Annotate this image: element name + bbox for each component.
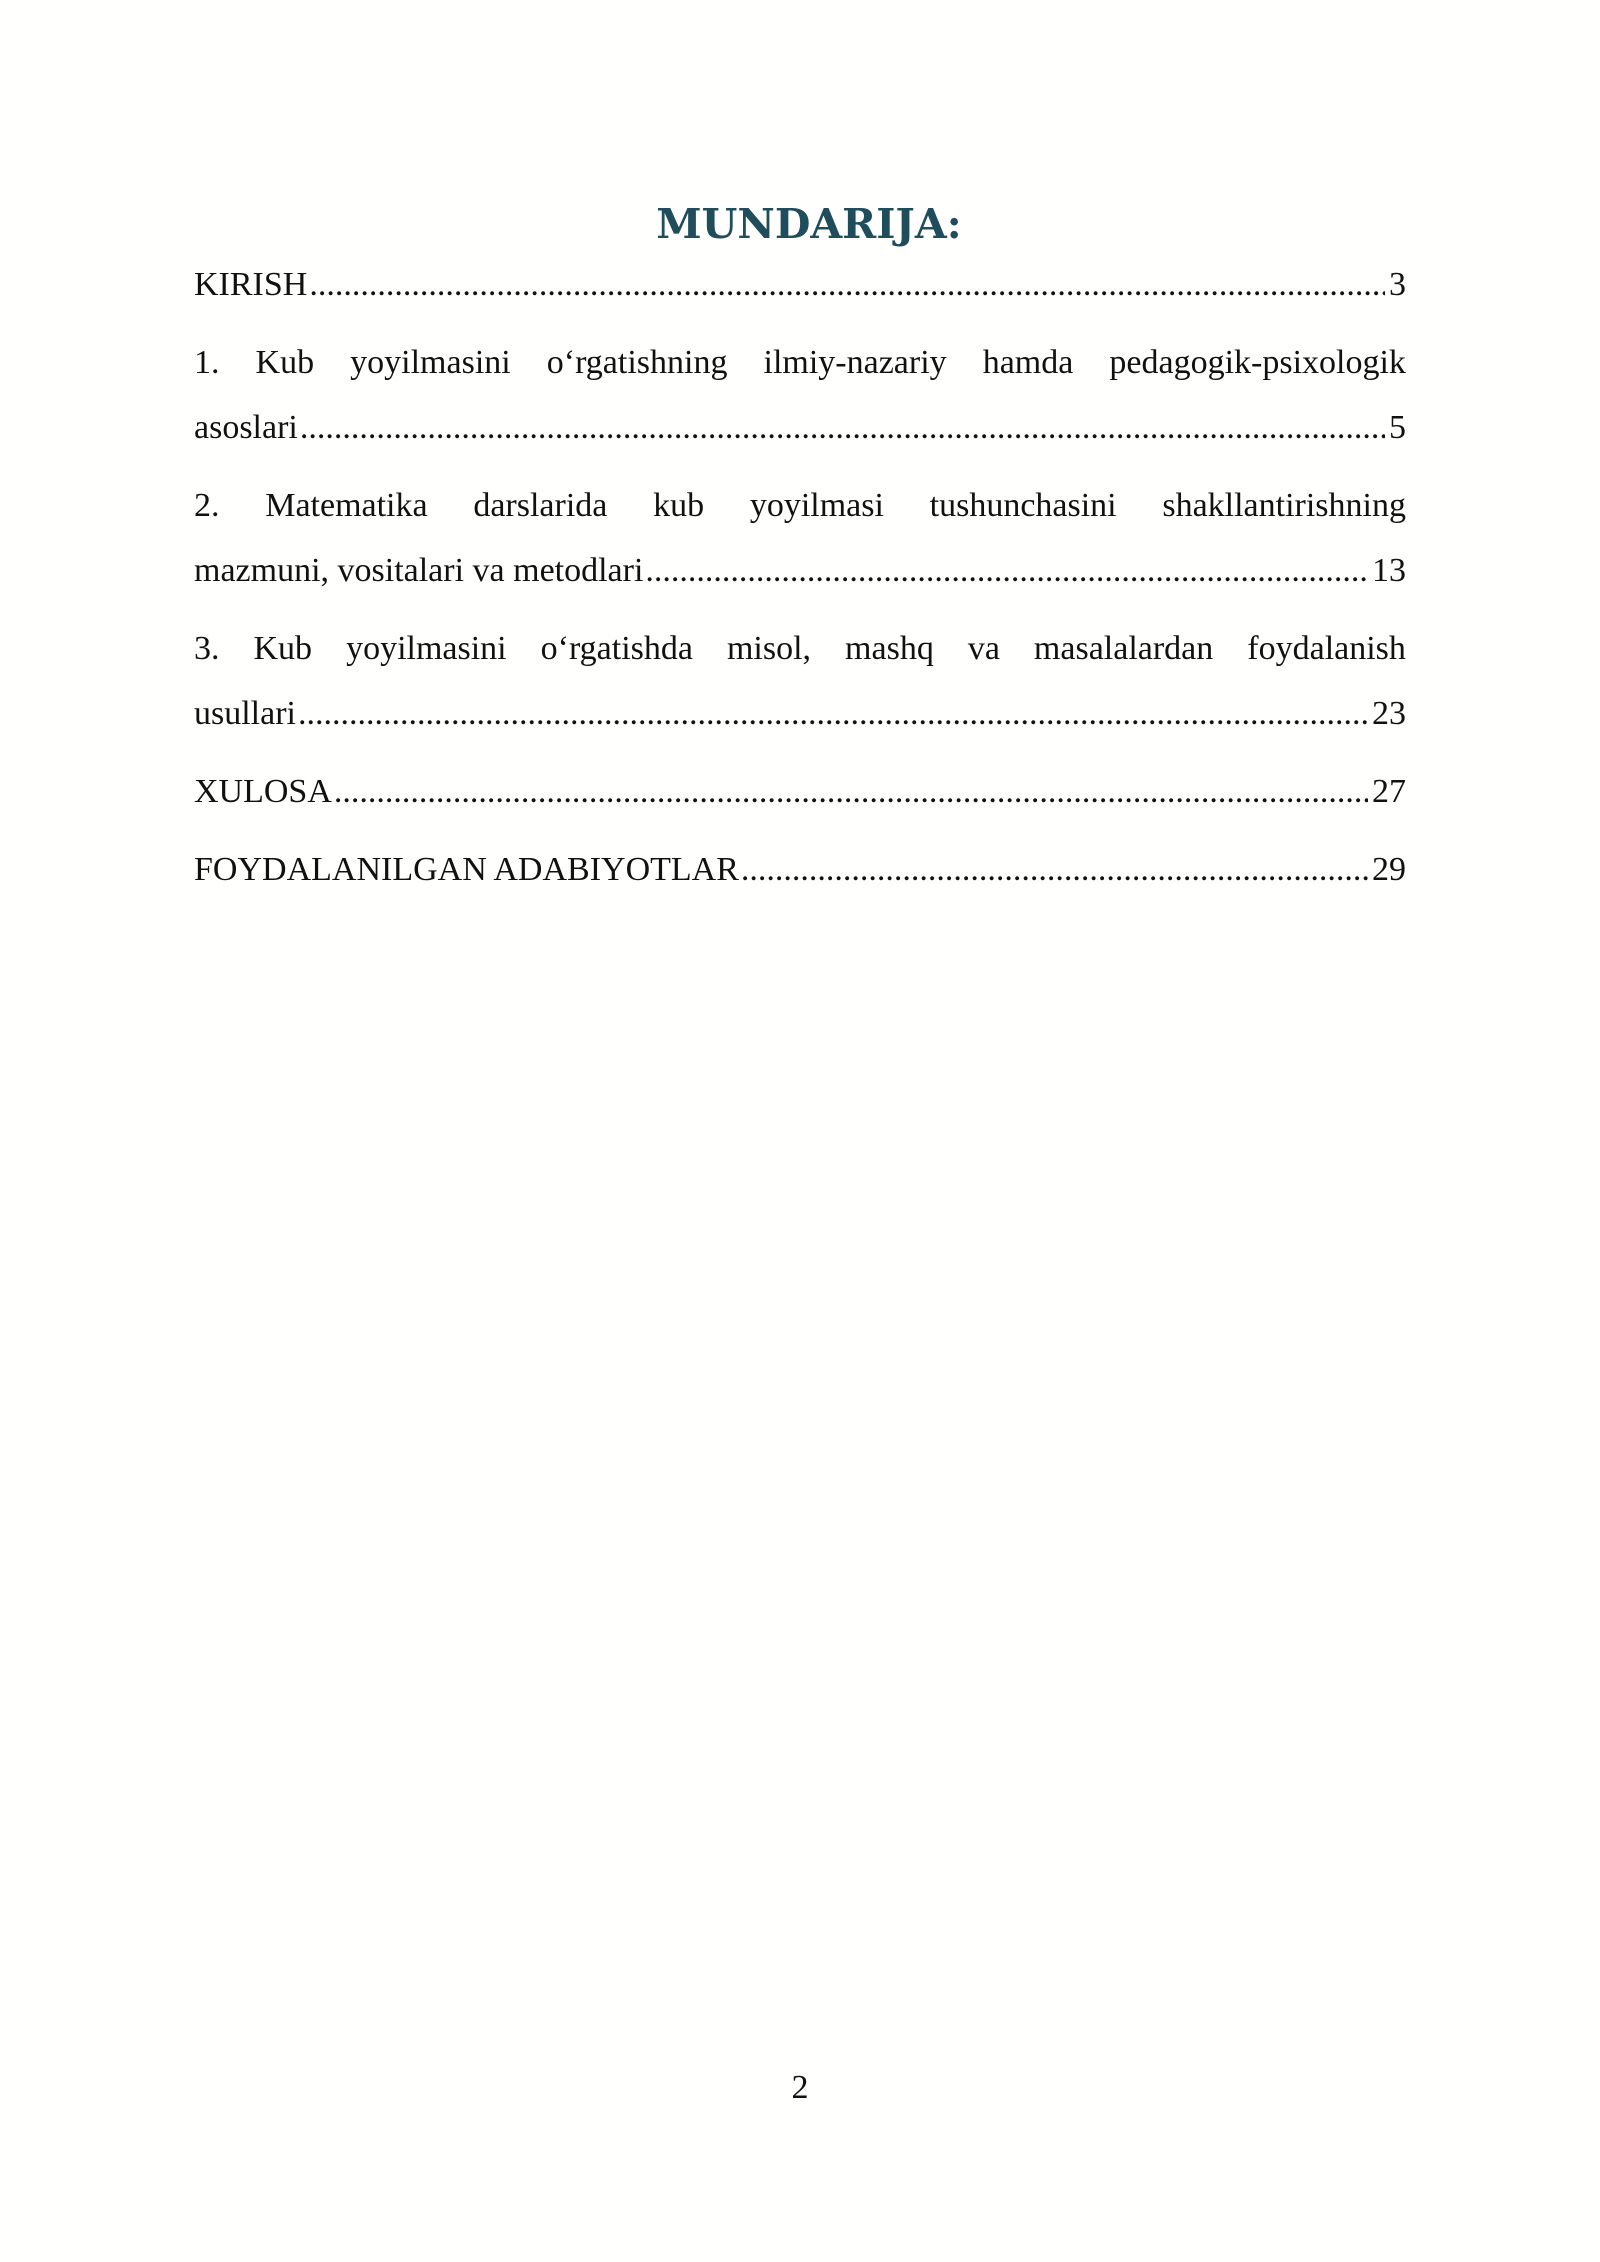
page-number: 2 [791, 2069, 809, 2106]
toc-word: masalalardan [1033, 630, 1214, 667]
toc-word: kub [653, 487, 705, 524]
toc-word: o‘rgatishning [546, 344, 728, 381]
toc-word: Kub [255, 344, 315, 381]
toc-word: hamda [982, 344, 1074, 381]
toc-entry-adabiyotlar[interactable] [194, 837, 1406, 902]
toc-word: yoyilmasini [346, 630, 507, 667]
toc-entry-line [194, 538, 1406, 603]
dot-leader [300, 395, 1385, 460]
toc-entry-kirish[interactable] [194, 252, 1406, 317]
toc-entry-page: 29 [1372, 851, 1406, 888]
toc-entry-line [194, 759, 1406, 824]
toc-word: 3. [194, 630, 220, 667]
toc-entry-line [194, 681, 1406, 746]
dot-leader [334, 759, 1368, 824]
dot-leader [309, 252, 1385, 317]
toc-word: mashq [845, 630, 934, 667]
toc-word: tushunchasini [929, 487, 1117, 524]
toc-entry-first-line [194, 330, 1406, 395]
toc-word: pedagogik-psixologik [1109, 344, 1406, 381]
toc-entry-line [194, 837, 1406, 902]
dot-leader [298, 681, 1368, 746]
toc-word: yoyilmasi [749, 487, 884, 524]
toc-entry-page: 13 [1372, 552, 1406, 589]
toc-word: Matematika [265, 487, 428, 524]
toc-entry-line [194, 395, 1406, 460]
toc-entry-page: 23 [1372, 695, 1406, 732]
toc-entry-title: FOYDALANILGAN ADABIYOTLAR [194, 851, 739, 888]
table-of-contents [194, 196, 1406, 902]
toc-word: misol, [726, 630, 812, 667]
dot-leader [645, 538, 1368, 603]
toc-entry-title: usullari [194, 695, 296, 732]
toc-entry-section-2[interactable] [194, 473, 1406, 603]
toc-entry-line [194, 252, 1406, 317]
toc-entry-page: 27 [1372, 773, 1406, 810]
toc-word: foydalanish [1247, 630, 1406, 667]
toc-word: 2. [194, 487, 220, 524]
toc-entry-title: XULOSA [194, 773, 332, 810]
toc-word: yoyilmasini [350, 344, 511, 381]
toc-word: o‘rgatishda [540, 630, 693, 667]
toc-title: MUNDARIJA: [656, 200, 962, 248]
toc-entry-first-line [194, 616, 1406, 681]
toc-entry-section-1[interactable] [194, 330, 1406, 460]
toc-word: 1. [194, 344, 220, 381]
toc-word: darslarida [473, 487, 608, 524]
toc-entry-page: 5 [1389, 409, 1406, 446]
toc-entry-xulosa[interactable] [194, 759, 1406, 824]
toc-entry-title: asoslari [194, 409, 298, 446]
toc-entry-section-3[interactable] [194, 616, 1406, 746]
toc-entry-first-line [194, 473, 1406, 538]
toc-word: ilmiy-nazariy [763, 344, 947, 381]
toc-word: Kub [253, 630, 313, 667]
toc-entry-title: KIRISH [194, 266, 308, 303]
toc-entry-page: 3 [1389, 266, 1406, 303]
dot-leader [741, 837, 1368, 902]
toc-word: va [967, 630, 1000, 667]
toc-entry-title: mazmuni, vositalari va metodlari [194, 552, 644, 589]
toc-word: shakllantirishning [1162, 487, 1406, 524]
